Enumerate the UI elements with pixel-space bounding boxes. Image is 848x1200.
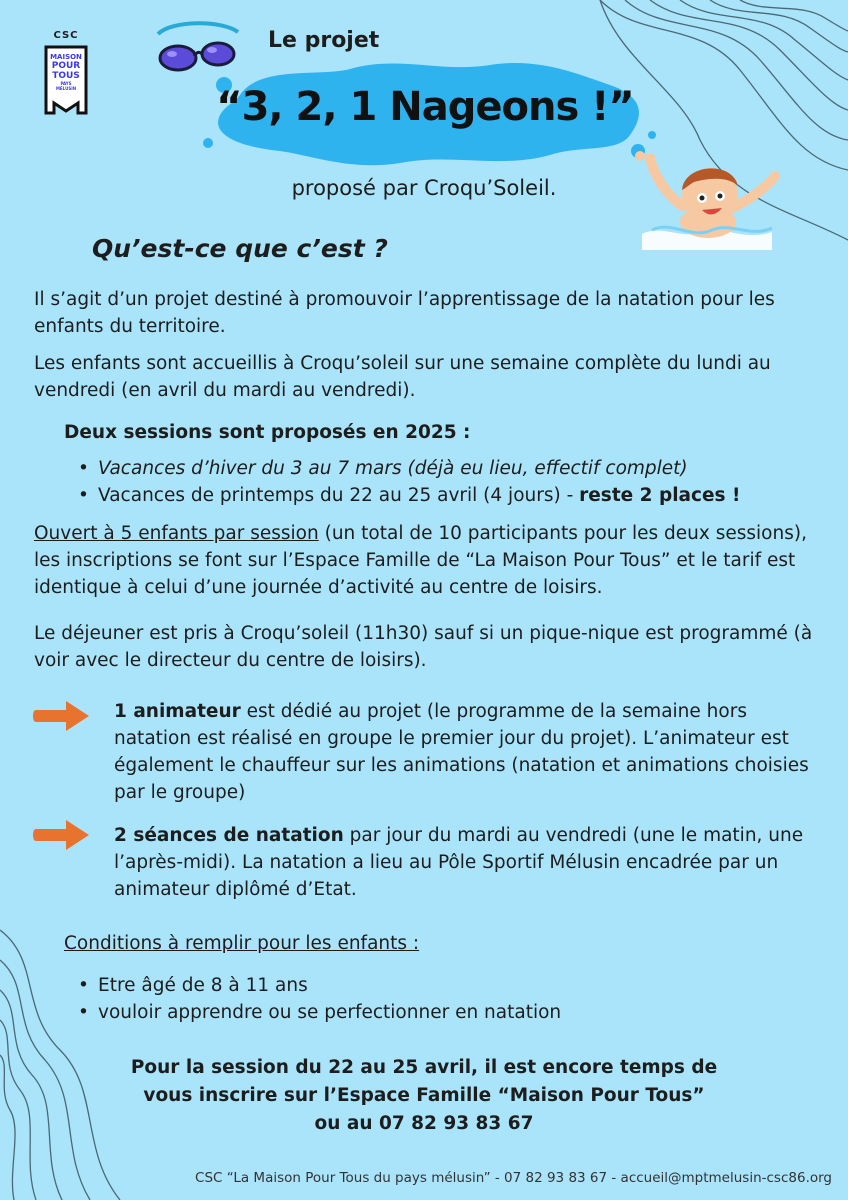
- logo-line3: TOUS: [52, 71, 80, 81]
- animator-block: [114, 698, 824, 806]
- logo-line2: POUR: [51, 61, 81, 71]
- list-item: [64, 455, 824, 482]
- cta-line-2: vous inscrire sur l’Espace Famille “Maison Pour Tous”: [143, 1085, 705, 1106]
- proposed-by-text: proposé par Croqu’Soleil.: [291, 176, 557, 200]
- list-item: [64, 482, 824, 509]
- registration-paragraph: [34, 520, 824, 601]
- list-item: • Etre âgé de 8 à 11 ans: [64, 972, 824, 999]
- swimming-block: [114, 822, 824, 903]
- logo-words: [50, 53, 82, 91]
- capacity-text: Ouvert à 5 enfants par session: [34, 523, 319, 544]
- animator-text: est dédié au projet (le programme de la semaine hors natation est réalisé en groupe le premier jour du projet). L’animateur est également le chauffeur sur les animations (natation et animations choisies par le groupe): [114, 701, 809, 803]
- session-spring: Vacances de printemps du 22 au 25 avril (4 jours) -: [98, 485, 580, 506]
- logo-line4: PAYS MÉLUSIN: [55, 81, 77, 91]
- intro-paragraph-2: Les enfants sont accueillis à Croqu’soleil sur une semaine complète du lundi au vendredi (en avril du mardi au vendredi).: [34, 353, 771, 401]
- places-left: reste 2 places !: [579, 485, 741, 506]
- sessions-heading: Deux sessions sont proposés en 2025 :: [64, 422, 471, 443]
- logo-line1: MAISON: [50, 53, 82, 61]
- animator-bold: 1 animateur: [114, 701, 241, 722]
- intro-paragraph-1: Il s’agit d’un projet destiné à promouvoir l’apprentissage de la natation pour les enfants du territoire.: [34, 289, 775, 337]
- project-label: Le projet: [268, 28, 380, 53]
- registration-text: (un total de 10 participants pour les deux sessions), les inscriptions se font sur l’Espace Famille de “La Maison Pour Tous” et le tarif est identique à celui d’une journée d’activité au centre de loisirs.: [34, 523, 807, 598]
- conditions-list: [64, 972, 824, 1026]
- lunch-paragraph: Le déjeuner est pris à Croqu’soleil (11h30) sauf si un pique-nique est programmé (à voir avec le directeur du centre de loisirs).: [34, 623, 813, 671]
- cta-line-3: ou au 07 82 93 83 67: [314, 1113, 534, 1134]
- footer-contact: CSC “La Maison Pour Tous du pays mélusin” - 07 82 93 83 67 - accueil@mptmelusin-csc86.org: [195, 1170, 832, 1186]
- list-item: • vouloir apprendre ou se perfectionner en natation: [64, 999, 824, 1026]
- swimming-text: par jour du mardi au vendredi (une le matin, une l’après-midi). La natation a lieu au Pôle Sportif Mélusin encadrée par un animateur diplômé d’Etat.: [114, 825, 804, 900]
- swimming-bold: 2 séances de natation: [114, 825, 344, 846]
- swimming-child-illustration: [632, 150, 782, 250]
- logo-mark: [42, 43, 90, 117]
- csc-logo: [40, 30, 92, 117]
- cta-line-1: Pour la session du 22 au 25 avril, il est encore temps de: [130, 1057, 718, 1078]
- session-winter: Vacances d’hiver du 3 au 7 mars (déjà eu lieu, effectif complet): [98, 458, 688, 479]
- conditions-heading-text: Conditions à remplir pour les enfants :: [64, 933, 420, 954]
- logo-csc-label: CSC: [53, 30, 79, 41]
- sessions-list: [64, 455, 824, 509]
- call-to-action: [0, 1054, 848, 1138]
- section-heading: Qu’est-ce que c’est ?: [92, 234, 388, 263]
- arrow-right-icon: [32, 817, 92, 853]
- project-title: “3, 2, 1 Nageons !”: [216, 84, 634, 130]
- arrow-right-icon: [32, 698, 92, 734]
- conditions-heading: [64, 933, 419, 954]
